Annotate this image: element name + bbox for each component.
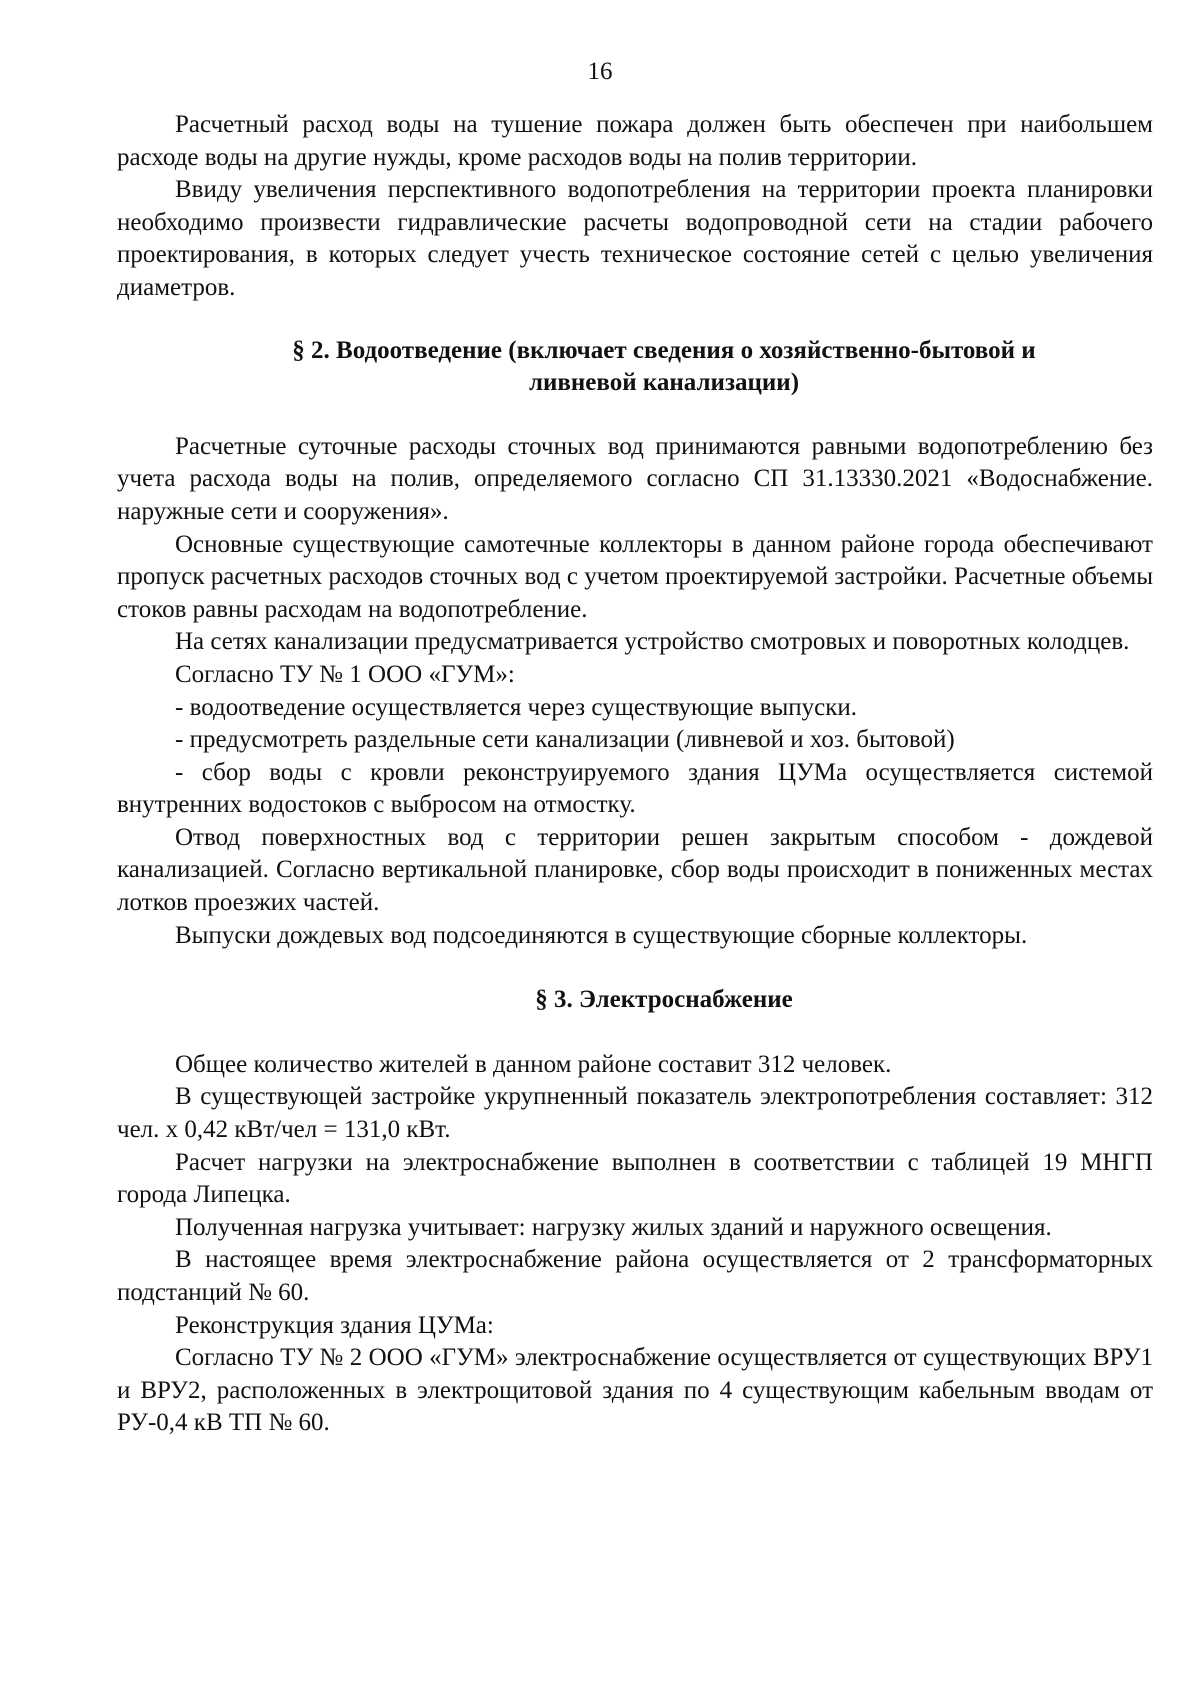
paragraph-collectors: Основные существующие самотечные коллекторы в данном районе города обеспечивают пропуск расчетных расходов сточных вод с учетом проектируемой застройки. Расчетные объемы стоков равны расходам на водопотребление. [117,530,1153,623]
paragraph-reconstruction: Реконструкция здания ЦУМа: [175,1311,494,1339]
paragraph-wastewater-flow: Расчетные суточные расходы сточных вод принимаются равными водопотреблению без учета расхода воды на полив, определяемого согласно СП 31.13330.2021 «Водоснабжение. наружные сети и сооружения». [117,432,1153,525]
section-heading-sewerage-line2: ливневой канализации) [528,369,800,397]
page-content [117,109,1153,1440]
paragraph-surface-water: Отвод поверхностных вод с территории решен закрытым способом - дождевой канализацией. Согласно вертикальной планировке, сбор воды происходит в пониженных местах лотков проезжих частей. [117,823,1153,917]
paragraph-tu2: Согласно ТУ № 2 ООО «ГУМ» электроснабжение осуществляется от существующих ВРУ1 и ВРУ2, расположенных в электрощитовой здания по 4 существующим кабельным вводам от РУ-0,4 кВ ТП № 60. [117,1344,1153,1437]
page-number: 16 [587,58,613,85]
paragraph-consumption: В существующей застройке укрупненный показатель электропотребления составляет: 312 чел. х 0,42 кВт/чел = 131,0 кВт. [117,1083,1153,1144]
paragraph-substations: В настоящее время электроснабжение района осуществляется от 2 трансформаторных подстанций № 60. [117,1246,1153,1306]
paragraph-hydraulic-calc: Ввиду увеличения перспективного водопотребления на территории проекта планировки необходимо произвести гидравлические расчеты водопроводной сети на стадии рабочего проектирования, в которых следует учесть техническое состояние сетей с целью увеличения диаметров. [117,176,1153,301]
paragraph-load-includes: Полученная нагрузка учитывает: нагрузку жилых зданий и наружного освещения. [175,1213,1052,1241]
list-item-roof-drainage: - сбор воды с кровли реконструируемого здания ЦУМа осуществляется системой внутренних водостоков с выбросом на отмостку. [117,758,1153,819]
paragraph-manholes: На сетях канализации предусматривается устройство смотровых и поворотных колодцев. [175,628,1130,656]
section-heading-sewerage [117,335,1153,400]
paragraph-residents: Общее количество жителей в данном районе составит 312 человек. [175,1050,892,1078]
list-item-separate-networks: - предусмотреть раздельные сети канализации (ливневой и хоз. бытовой) [175,726,955,754]
section-heading-sewerage-line1: § 2. Водоотведение (включает сведения о хозяйственно-бытовой и [292,336,1036,364]
paragraph-fire-water: Расчетный расход воды на тушение пожара должен быть обеспечен при наибольшем расходе воды на другие нужды, кроме расходов воды на полив территории. [117,111,1153,171]
paragraph-tu1-intro: Согласно ТУ № 1 ООО «ГУМ»: [175,660,515,688]
list-item-outlets: - водоотведение осуществляется через существующие выпуски. [175,693,858,721]
paragraph-rain-outlets: Выпуски дождевых вод подсоединяются в существующие сборные коллекторы. [175,921,1028,949]
section-heading-power: § 3. Электроснабжение [535,986,793,1014]
paragraph-load-calc: Расчет нагрузки на электроснабжение выполнен в соответствии с таблицей 19 МНГП города Липецка. [117,1148,1153,1209]
